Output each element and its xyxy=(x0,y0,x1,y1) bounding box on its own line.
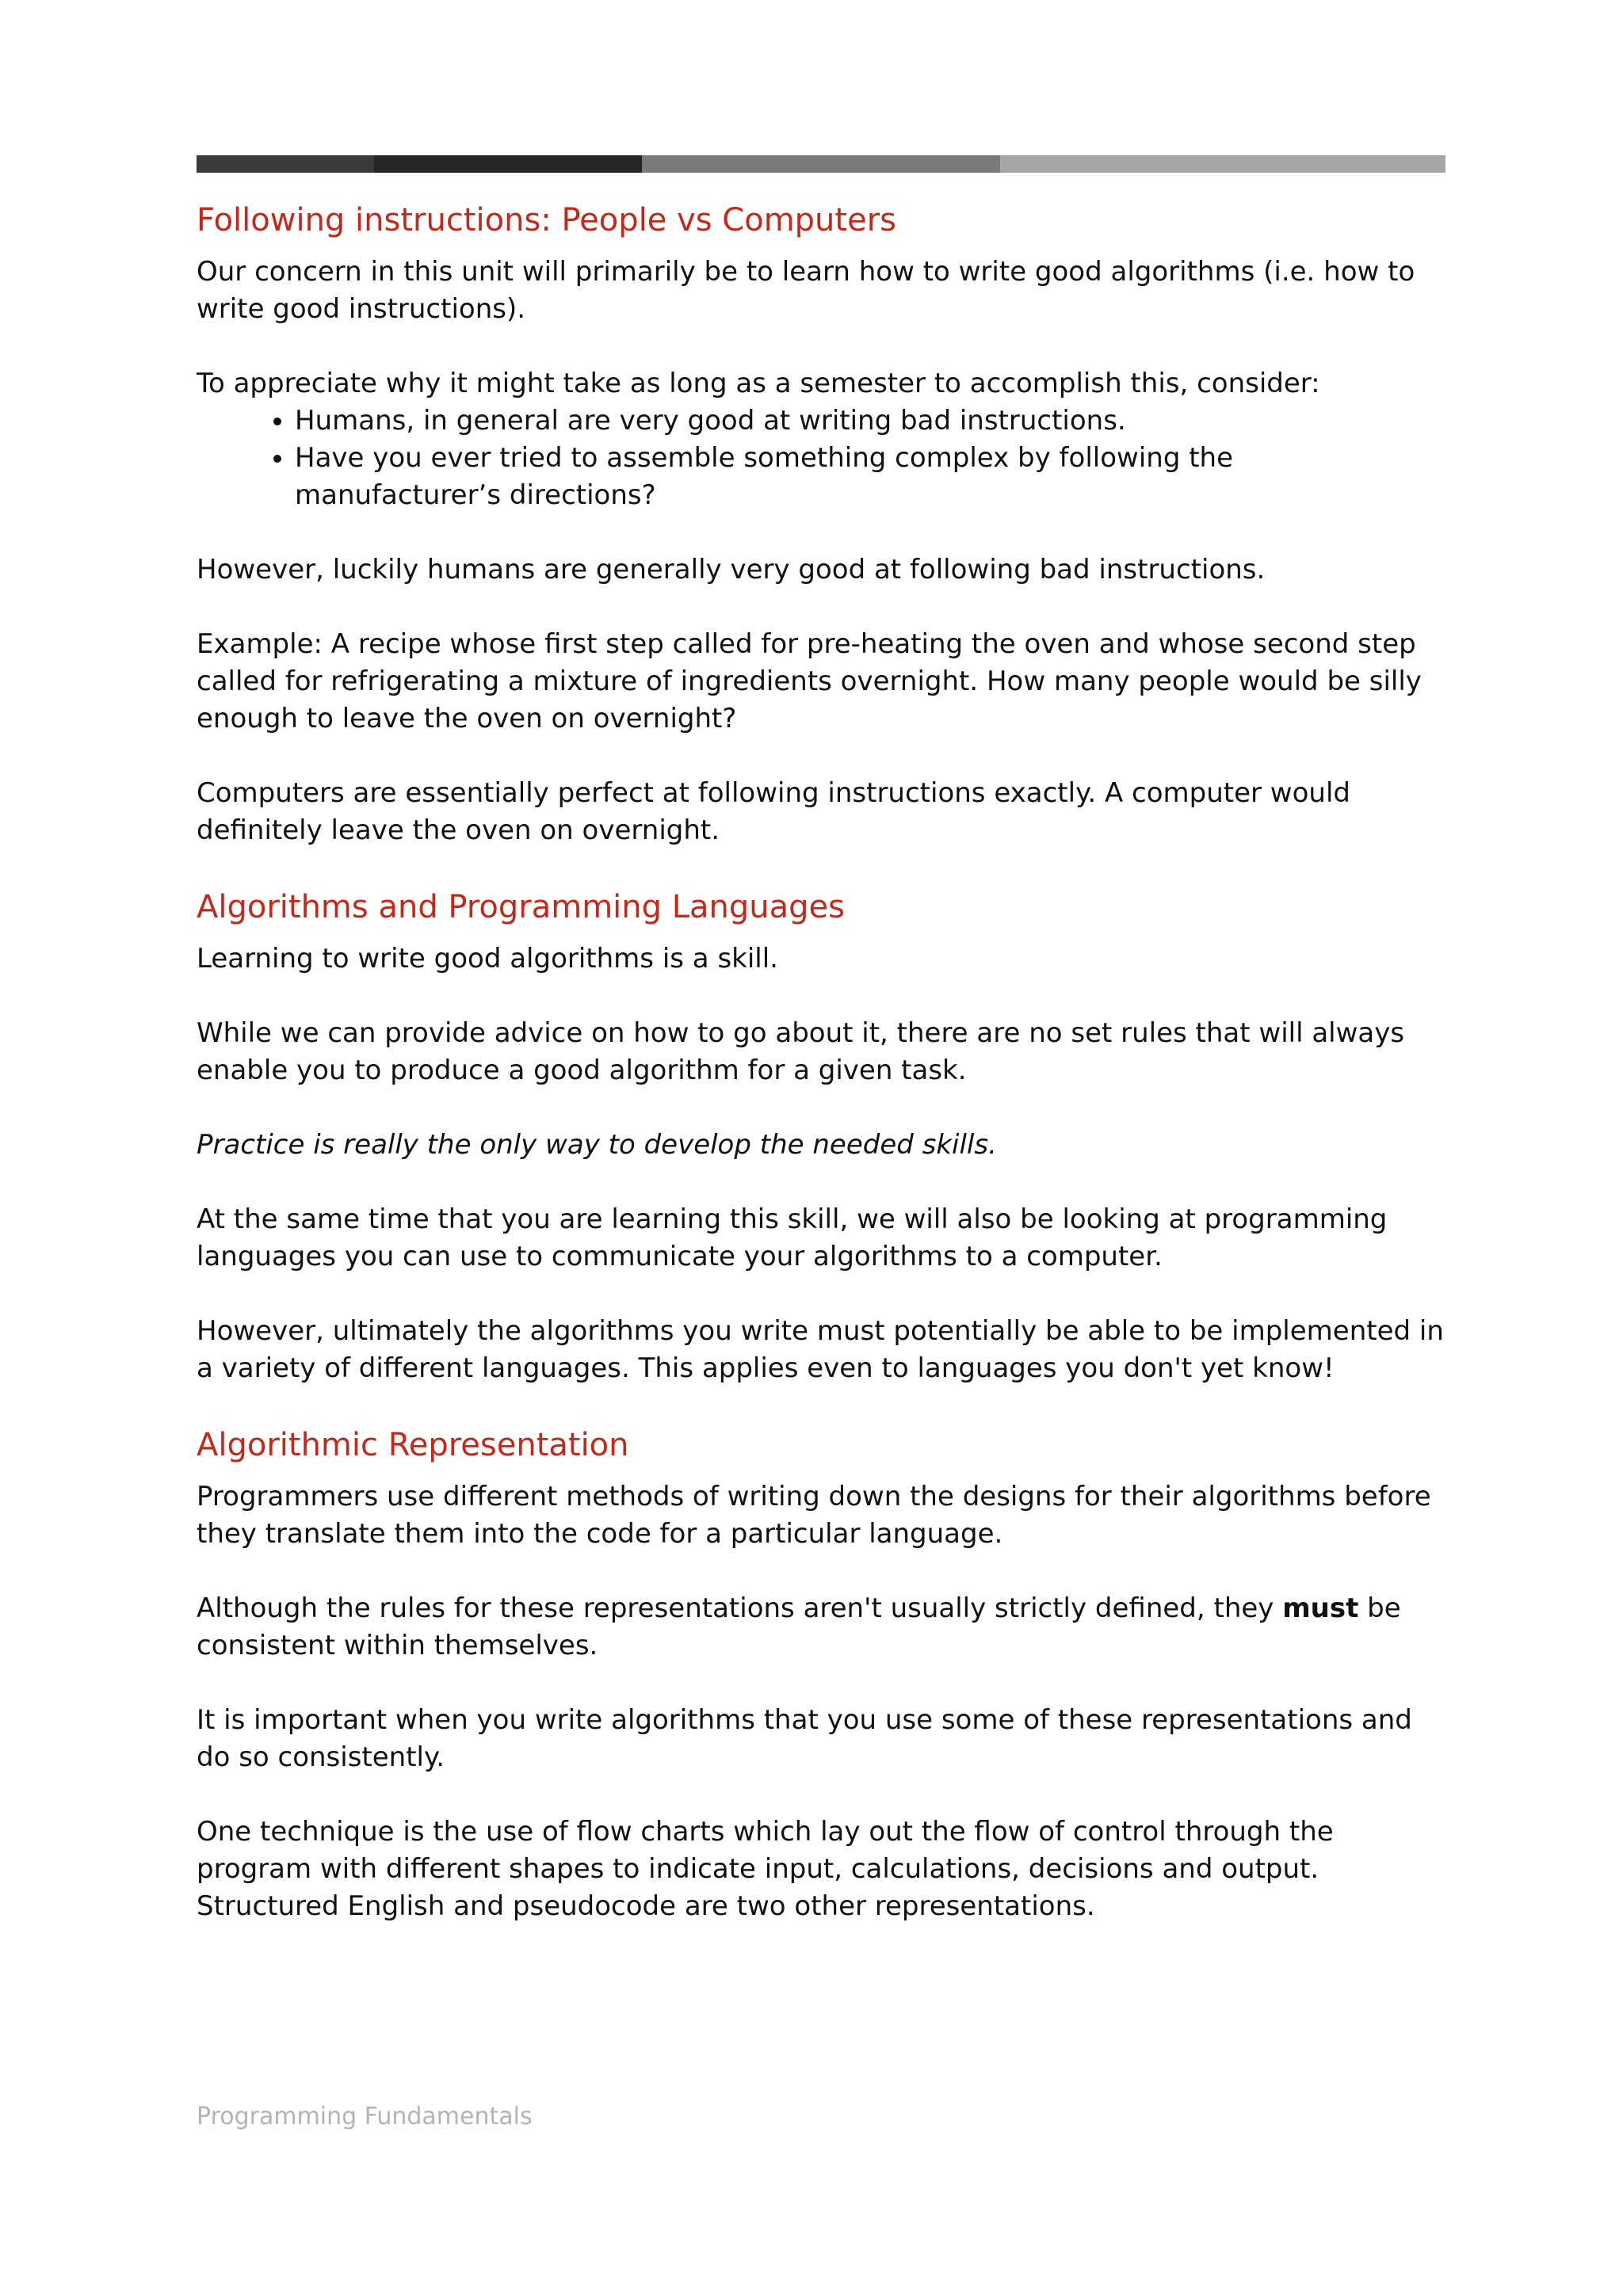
header-bar-segment xyxy=(1000,155,1445,173)
paragraph: To appreciate why it might take as long as a semester to accomplish this, consider: xyxy=(197,368,1320,399)
section-following-instructions xyxy=(197,200,1445,849)
section-heading: Algorithmic Representation xyxy=(197,1427,629,1463)
paragraph: Our concern in this unit will primarily be to learn how to write good algorithms (i.e. how to write good instructions). xyxy=(197,256,1415,325)
section-heading: Following instructions: People vs Computers xyxy=(197,202,896,238)
paragraph: At the same time that you are learning this skill, we will also be looking at programming languages you can use to communicate your algorithms to a computer. xyxy=(197,1203,1388,1272)
paragraph: Learning to write good algorithms is a skill. xyxy=(197,943,778,974)
section-algorithmic-representation xyxy=(197,1425,1445,1925)
list-item: • Have you ever tried to assemble something complex by following the manufacturer’s directions? xyxy=(295,440,1445,514)
paragraph-italic xyxy=(197,1127,1445,1164)
text-run: be consistent within themselves. xyxy=(197,1592,1401,1661)
header-bar-segment xyxy=(642,155,1000,173)
page-footer: Programming Fundamentals xyxy=(197,2103,533,2130)
list-item: • Humans, in general are very good at writing bad instructions. xyxy=(295,402,1445,440)
paragraph: While we can provide advice on how to go about it, there are no set rules that will always enable you to produce a good algorithm for a given task. xyxy=(197,1017,1405,1086)
document-page xyxy=(197,155,1445,1962)
header-color-bar xyxy=(197,155,1445,173)
section-heading: Algorithms and Programming Languages xyxy=(197,889,845,925)
bullet-list xyxy=(197,402,1445,514)
paragraph: Example: A recipe whose first step called for pre-heating the oven and whose second step called for refrigerating a mixture of ingredients overnight. How many people would be silly enough to leave the oven on overnight? xyxy=(197,628,1422,734)
section-algorithms-and-languages xyxy=(197,887,1445,1387)
paragraph: One technique is the use of flow charts which lay out the flow of control through the program with different shapes to indicate input, calculations, decisions and output. Structured English and pseudocode are two other representations. xyxy=(197,1816,1334,1922)
paragraph: It is important when you write algorithms that you use some of these representations and do so consistently. xyxy=(197,1704,1412,1773)
emphasis-text: Practice is really the only way to develop the needed skills. xyxy=(197,1129,997,1161)
paragraph: Computers are essentially perfect at following instructions exactly. A computer would definitely leave the oven on overnight. xyxy=(197,777,1350,846)
bold-text: must xyxy=(1282,1592,1359,1624)
header-bar-segment xyxy=(374,155,642,173)
paragraph-with-bold xyxy=(197,1590,1445,1665)
paragraph: However, luckily humans are generally very good at following bad instructions. xyxy=(197,554,1266,585)
paragraph: However, ultimately the algorithms you write must potentially be able to be implemented in a variety of different languages. This applies even to languages you don't yet know! xyxy=(197,1315,1444,1384)
text-run: Although the rules for these representations aren't usually strictly defined, they xyxy=(197,1592,1283,1624)
header-bar-segment xyxy=(197,155,374,173)
paragraph: Programmers use different methods of writing down the designs for their algorithms before they translate them into the code for a particular language. xyxy=(197,1481,1431,1550)
